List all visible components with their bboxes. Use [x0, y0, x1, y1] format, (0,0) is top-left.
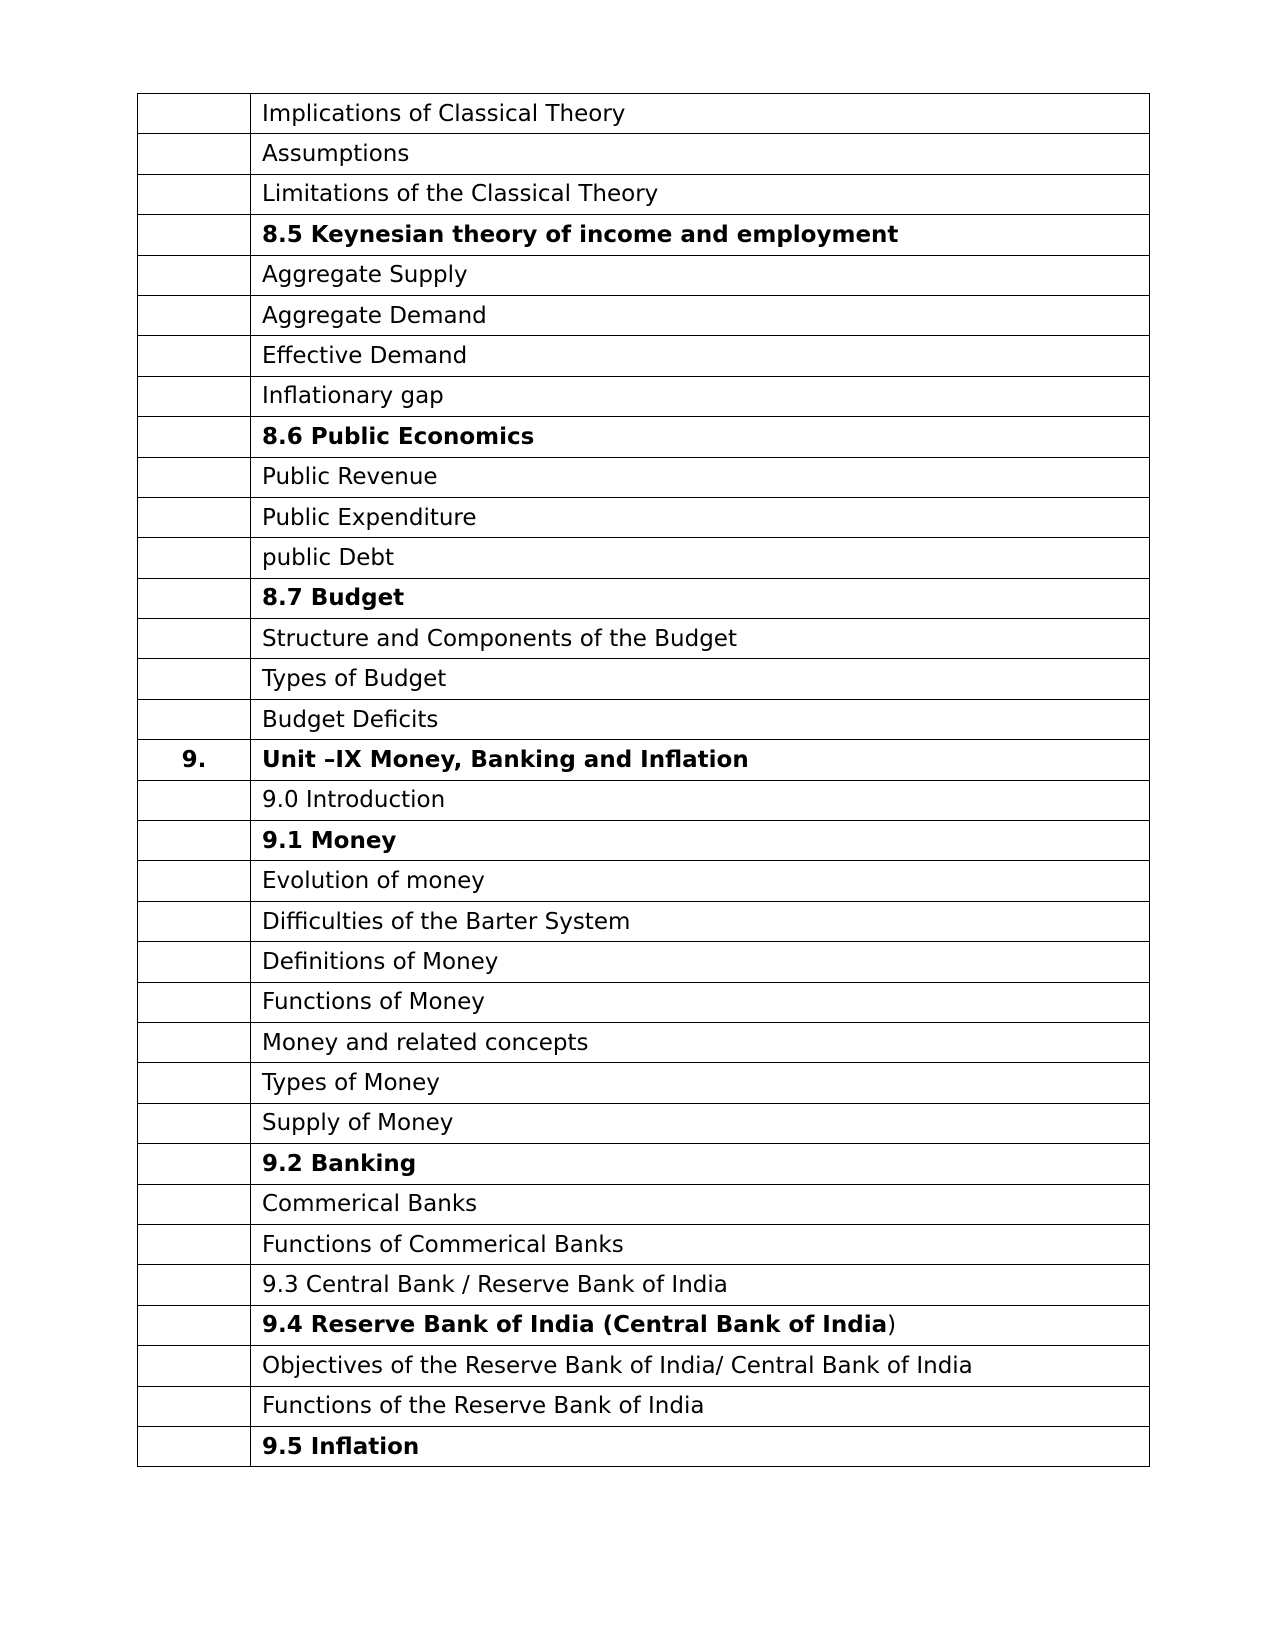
unit-number-cell — [138, 215, 251, 255]
table-row — [138, 336, 1150, 376]
table-row — [138, 1022, 1150, 1062]
table-row — [138, 417, 1150, 457]
unit-number-cell — [138, 134, 251, 174]
unit-number-cell — [138, 1022, 251, 1062]
unit-number-cell — [138, 699, 251, 739]
syllabus-table-body — [138, 94, 1150, 1467]
table-row — [138, 174, 1150, 214]
topic-cell: Difficulties of the Barter System — [251, 901, 1150, 941]
topic-cell: Implications of Classical Theory — [251, 94, 1150, 134]
table-row — [138, 740, 1150, 780]
topic-cell: Functions of the Reserve Bank of India — [251, 1386, 1150, 1426]
unit-number-cell — [138, 821, 251, 861]
unit-number-cell — [138, 1063, 251, 1103]
section-heading-cell: 8.5 Keynesian theory of income and employment — [251, 215, 1150, 255]
table-row — [138, 780, 1150, 820]
unit-number-cell — [138, 1224, 251, 1264]
unit-number-cell — [138, 497, 251, 537]
unit-number-cell — [138, 336, 251, 376]
unit-number-cell — [138, 1144, 251, 1184]
table-row — [138, 538, 1150, 578]
section-heading-cell: 9.5 Inflation — [251, 1426, 1150, 1466]
unit-number-cell — [138, 255, 251, 295]
topic-cell: Limitations of the Classical Theory — [251, 174, 1150, 214]
topic-cell: Types of Budget — [251, 659, 1150, 699]
unit-number-cell — [138, 982, 251, 1022]
unit-number-cell — [138, 578, 251, 618]
topic-cell: Inflationary gap — [251, 376, 1150, 416]
unit-number-cell — [138, 94, 251, 134]
table-row — [138, 1184, 1150, 1224]
topic-cell: 9.0 Introduction — [251, 780, 1150, 820]
section-heading-cell: 8.6 Public Economics — [251, 417, 1150, 457]
table-row — [138, 215, 1150, 255]
table-row — [138, 821, 1150, 861]
topic-cell: Structure and Components of the Budget — [251, 619, 1150, 659]
topic-cell: Types of Money — [251, 1063, 1150, 1103]
unit-number-cell — [138, 1305, 251, 1345]
topic-cell: Assumptions — [251, 134, 1150, 174]
table-row — [138, 1426, 1150, 1466]
table-row — [138, 982, 1150, 1022]
topic-cell: public Debt — [251, 538, 1150, 578]
section-heading-cell — [251, 1305, 1150, 1345]
table-row — [138, 94, 1150, 134]
closing-parenthesis: ) — [887, 1312, 897, 1339]
table-row — [138, 659, 1150, 699]
unit-number-cell — [138, 1184, 251, 1224]
table-row — [138, 1346, 1150, 1386]
unit-number-cell — [138, 1426, 251, 1466]
topic-cell: Evolution of money — [251, 861, 1150, 901]
topic-cell: Money and related concepts — [251, 1022, 1150, 1062]
table-row — [138, 497, 1150, 537]
table-row — [138, 942, 1150, 982]
unit-number-cell — [138, 417, 251, 457]
section-heading-cell: 9.1 Money — [251, 821, 1150, 861]
unit-number-cell — [138, 1265, 251, 1305]
unit-number-cell — [138, 861, 251, 901]
table-row — [138, 1063, 1150, 1103]
table-row — [138, 699, 1150, 739]
table-row — [138, 134, 1150, 174]
unit-number-cell — [138, 942, 251, 982]
topic-cell: Aggregate Demand — [251, 295, 1150, 335]
table-row — [138, 295, 1150, 335]
unit-number-cell — [138, 538, 251, 578]
table-row — [138, 376, 1150, 416]
topic-cell: Public Expenditure — [251, 497, 1150, 537]
unit-number-cell — [138, 659, 251, 699]
topic-cell: Definitions of Money — [251, 942, 1150, 982]
table-row — [138, 1224, 1150, 1264]
topic-cell: Objectives of the Reserve Bank of India/ Central Bank of India — [251, 1346, 1150, 1386]
table-row — [138, 619, 1150, 659]
syllabus-table — [137, 93, 1150, 1467]
topic-cell: Effective Demand — [251, 336, 1150, 376]
topic-cell: Commerical Banks — [251, 1184, 1150, 1224]
table-row — [138, 901, 1150, 941]
unit-number-cell — [138, 1386, 251, 1426]
section-heading-cell: 8.7 Budget — [251, 578, 1150, 618]
table-row — [138, 1386, 1150, 1426]
table-row — [138, 1144, 1150, 1184]
topic-text: 9.4 Reserve Bank of India (Central Bank of India — [262, 1312, 888, 1339]
table-row — [138, 457, 1150, 497]
table-row — [138, 1265, 1150, 1305]
topic-cell: Budget Deficits — [251, 699, 1150, 739]
topic-cell: Functions of Commerical Banks — [251, 1224, 1150, 1264]
unit-number-cell — [138, 1103, 251, 1143]
unit-number-cell — [138, 295, 251, 335]
topic-cell: Functions of Money — [251, 982, 1150, 1022]
table-row — [138, 255, 1150, 295]
unit-number-cell — [138, 174, 251, 214]
unit-number-cell — [138, 619, 251, 659]
topic-cell: Aggregate Supply — [251, 255, 1150, 295]
unit-number-cell — [138, 457, 251, 497]
table-row — [138, 1103, 1150, 1143]
unit-number-cell — [138, 901, 251, 941]
topic-cell: Public Revenue — [251, 457, 1150, 497]
unit-number-cell — [138, 1346, 251, 1386]
table-row — [138, 1305, 1150, 1345]
table-row — [138, 578, 1150, 618]
section-heading-cell: 9.2 Banking — [251, 1144, 1150, 1184]
topic-cell: Supply of Money — [251, 1103, 1150, 1143]
unit-number-cell — [138, 376, 251, 416]
table-row — [138, 861, 1150, 901]
section-heading-cell: Unit –IX Money, Banking and Inflation — [251, 740, 1150, 780]
topic-cell: 9.3 Central Bank / Reserve Bank of India — [251, 1265, 1150, 1305]
unit-number-cell: 9. — [138, 740, 251, 780]
unit-number-cell — [138, 780, 251, 820]
